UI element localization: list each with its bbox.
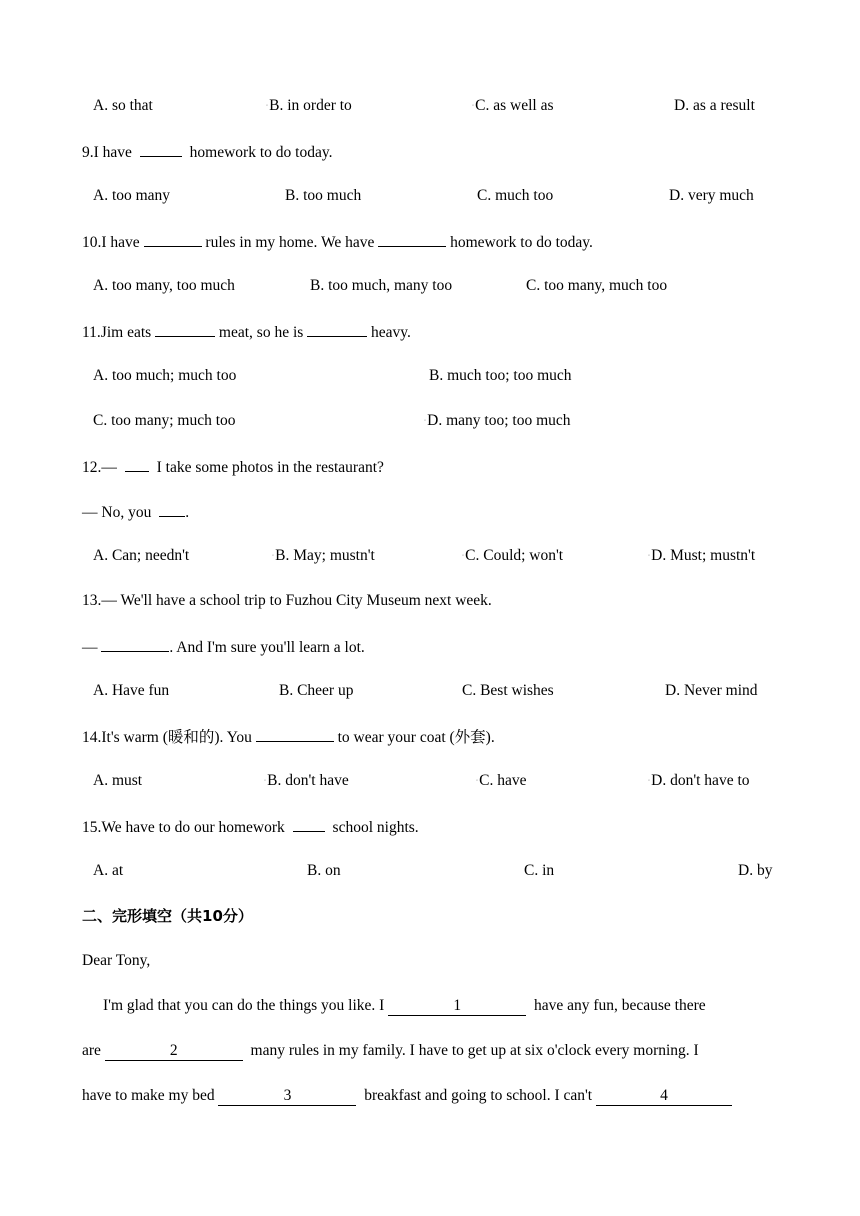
q9-stem: 9.I have homework to do today. <box>82 141 332 163</box>
q11-option-a: A. too much; much too <box>93 367 237 384</box>
q12-option-b: ◦B. May; mustn't <box>272 547 375 564</box>
q11-option-b: B. much too; too much <box>429 367 572 384</box>
q15-blank <box>293 816 325 832</box>
q12-reply: — No, you . <box>82 501 189 523</box>
q9-option-a: A. too many <box>93 187 171 204</box>
q13-option-d: D. Never mind <box>665 682 758 699</box>
q9-option-d: D. very much <box>669 187 754 204</box>
q9-option-c: C. much too <box>477 187 554 204</box>
q12-blank-1 <box>125 456 149 472</box>
q12-option-a: A. Can; needn't <box>93 547 190 564</box>
q10-option-a: A. too many, too much <box>93 277 235 294</box>
q8-option-c: ◦C. as well as <box>472 97 554 114</box>
q11-blank-1 <box>155 321 215 337</box>
q14-option-a: A. must <box>93 772 143 789</box>
q13-option-b: B. Cheer up <box>279 682 354 699</box>
q10-blank-2 <box>378 231 446 247</box>
q10-stem: 10.I have rules in my home. We have homework to do today. <box>82 231 593 253</box>
q8-option-b: ◦B. in order to <box>266 97 352 114</box>
cloze-blank-2: 2 <box>105 1042 243 1061</box>
q12-option-d: ◦D. Must; mustn't <box>648 547 756 564</box>
q14-option-d: ◦D. don't have to <box>648 772 750 789</box>
q11-option-c: C. too many; much too <box>93 412 236 429</box>
q13-option-c: C. Best wishes <box>462 682 554 699</box>
q13-option-a: A. Have fun <box>93 682 170 699</box>
letter-line-1: I'm glad that you can do the things you like. I 1 have any fun, because there <box>103 997 706 1014</box>
letter-greeting: Dear Tony, <box>82 952 151 969</box>
q15-option-d: D. by <box>738 862 773 879</box>
q11-option-d: ◦D. many too; too much <box>424 412 571 429</box>
cloze-blank-1: 1 <box>388 997 526 1016</box>
q13-stem: 13.— We'll have a school trip to Fuzhou City Museum next week. <box>82 592 492 609</box>
q9-blank <box>140 141 182 157</box>
q15-option-b: B. on <box>307 862 341 879</box>
q8-option-a: A. so that <box>93 97 153 114</box>
q15-option-c: C. in <box>524 862 555 879</box>
q11-blank-2 <box>307 321 367 337</box>
q10-option-b: B. too much, many too <box>310 277 453 294</box>
q12-blank-2 <box>159 501 185 517</box>
q15-option-a: A. at <box>93 862 124 879</box>
q10-option-c: C. too many, much too <box>526 277 668 294</box>
q14-option-b: ◦B. don't have <box>264 772 349 789</box>
letter-line-2: are 2 many rules in my family. I have to get up at six o'clock every morning. I <box>82 1042 699 1059</box>
q8-option-d: D. as a result <box>674 97 755 114</box>
section-heading: 二、完形填空（共10分） <box>82 907 253 925</box>
q13-blank <box>101 636 169 652</box>
q12-stem: 12.— I take some photos in the restaurant? <box>82 456 384 478</box>
q11-stem: 11.Jim eats meat, so he is heavy. <box>82 321 411 343</box>
cloze-blank-4: 4 <box>596 1087 732 1106</box>
q15-stem: 15.We have to do our homework school nights. <box>82 816 419 838</box>
letter-line-3: have to make my bed 3 breakfast and going to school. I can't 4 <box>82 1086 732 1106</box>
q14-option-c: ◦C. have <box>476 772 527 789</box>
q14-stem: 14.It's warm (暖和的). You to wear your coat (外套). <box>82 726 495 748</box>
q13-reply: — . And I'm sure you'll learn a lot. <box>82 636 365 658</box>
q14-blank <box>256 726 334 742</box>
q12-option-c: ◦C. Could; won't <box>462 547 564 564</box>
q9-option-b: B. too much <box>285 187 362 204</box>
q10-blank-1 <box>144 231 202 247</box>
cloze-blank-3: 3 <box>218 1087 356 1106</box>
